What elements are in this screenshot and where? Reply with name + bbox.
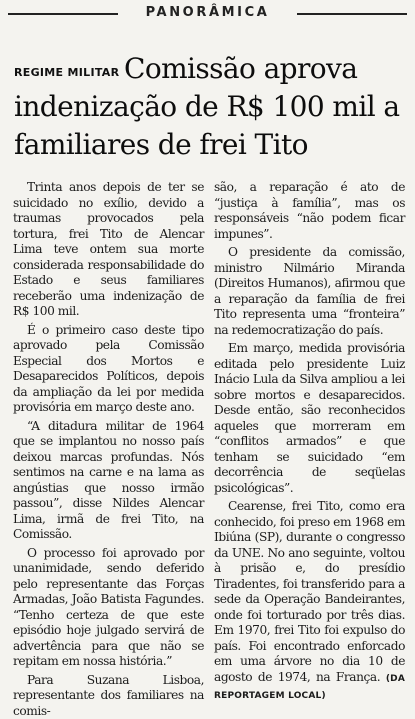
paragraph: Trinta anos depois de ter se suicidado no exílio, devido a traumas provocados pela tortura, frei Tito de Alencar Lima teve ontem sua morte considerada responsabilidade do Estado e seus familiares receberão uma indenização de R$ 100 mil.	[13, 180, 204, 320]
paragraph: O processo foi aprovado por unanimidade, sendo deferido pelo representante das Forças Armadas, João Batista Fagundes. “Tenho certeza de que este episódio hoje julgado servirá de advertência para que não se repitam em nossa história.”	[13, 546, 204, 670]
paragraph: “A ditadura militar de 1964 que se implantou no nosso país deixou marcas profundas. Nós sentimos na carne e na lama as angústias que nosso irmão passou”, disse Nildes Alencar Lima, irmã de frei Tito, na Comissão.	[13, 419, 204, 543]
article-body	[13, 180, 405, 690]
section-label: PANORÂMICA	[8, 5, 407, 20]
paragraph: Para Suzana Lisboa, representante dos familiares na comis-	[13, 673, 204, 719]
paragraph: O presidente da comissão, ministro Nilmário Miranda (Direitos Humanos), afirmou que a reparação da família de frei Tito representa uma “fronteira” na redemocratização do país.	[214, 245, 405, 338]
section-rule-right	[297, 13, 407, 15]
paragraph: são, a reparação é ato de “justiça à família”, mas os responsáveis “não podem ficar impunes”.	[214, 180, 405, 242]
headline: Comissão aprova indenização de R$ 100 mil a familiares de frei Tito	[14, 50, 409, 164]
kicker: REGIME MILITAR	[14, 66, 119, 79]
section-header	[8, 3, 407, 25]
reporter-credit: (DA REPORTAGEM LOCAL)	[214, 674, 405, 702]
paragraph: Em março, medida provisória editada pelo presidente Luiz Inácio Lula da Silva ampliou a lei sobre mortos e desaparecidos. Desde então, são reconhecidos aqueles que morreram em “conflitos armados” e que tenham se suicidado “em decorrência de seqüelas psicológicas”.	[214, 341, 405, 496]
paragraph-final	[214, 499, 405, 705]
paragraph-text: Cearense, frei Tito, como era conhecido, foi preso em 1968 em Ibiúna (SP), durante o congresso da UNE. No ano seguinte, voltou à prisão e, do presídio Tiradentes, foi transferido para a sede da Operação Bandeirantes, onde foi torturado por três dias. Em 1970, frei Tito foi expulso do país. Foi encontrado enforcado em uma árvore no dia 10 de agosto de 1974, na França.	[214, 499, 405, 684]
article-column-2	[214, 180, 405, 690]
paragraph: É o primeiro caso deste tipo aprovado pela Comissão Especial dos Mortos e Desaparecidos Políticos, depois da ampliação da lei por medida provisória em março deste ano.	[13, 323, 204, 416]
article-column-1	[13, 180, 204, 690]
